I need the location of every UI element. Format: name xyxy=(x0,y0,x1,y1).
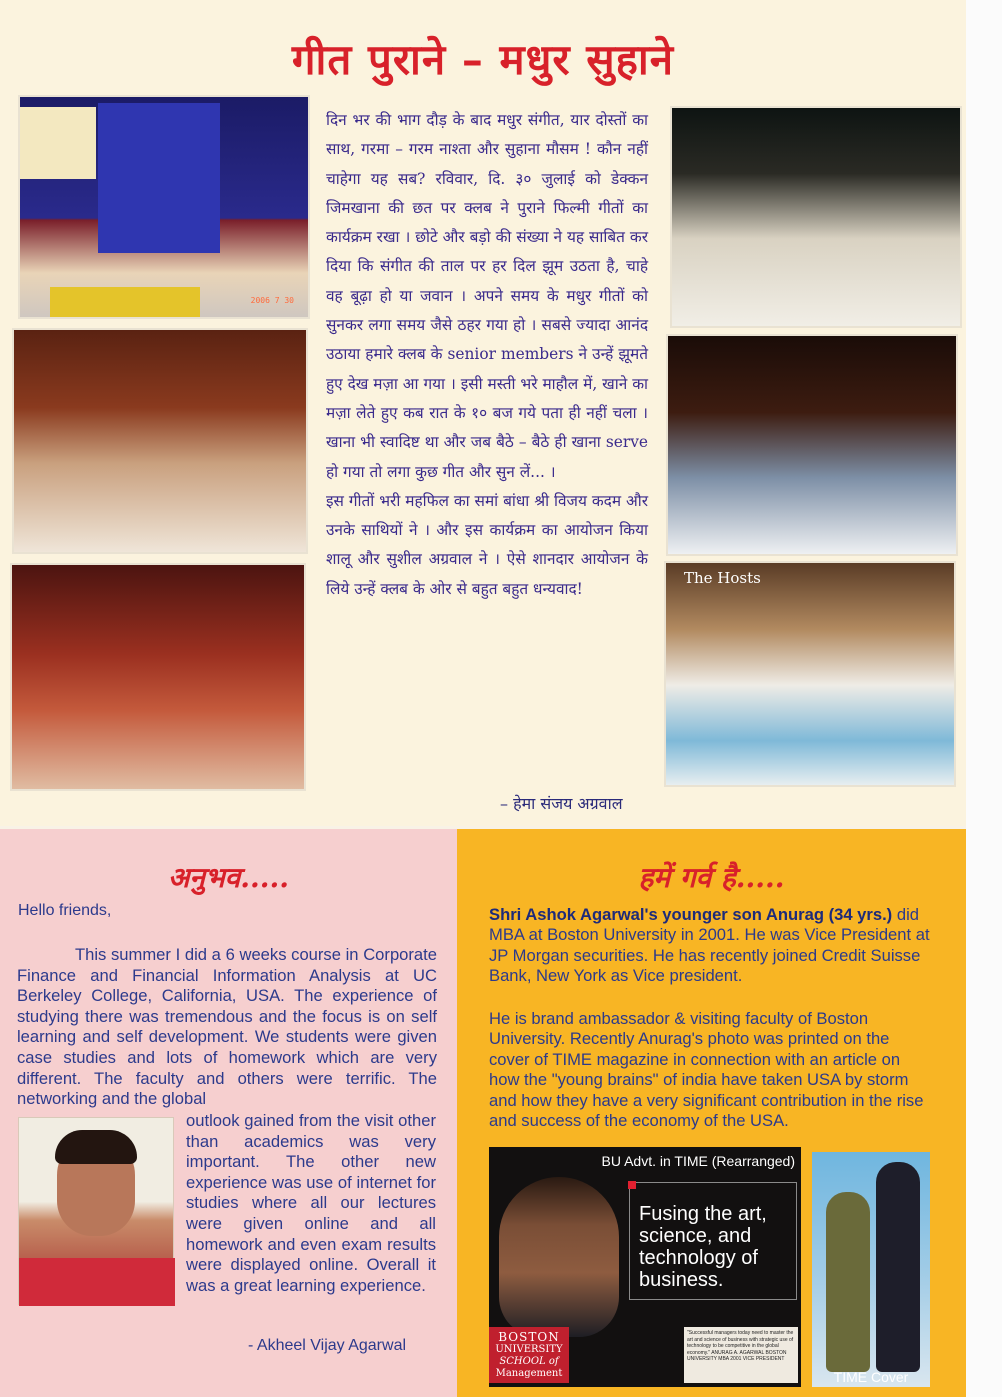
cover-label: TIME Cover xyxy=(833,1369,909,1385)
boston-university-logo: BOSTON UNIVERSITY SCHOOL of Management xyxy=(489,1327,569,1383)
dinner-photo-1 xyxy=(12,328,308,554)
article-paragraph: इस गीतों भरी महफिल का समां बांधा श्री विजय कदम और उनके साथियों ने । और इस कार्यक्रम का आयोजन किया शालू और सुशील अग्रवाल ने । ऐसे शानदार आयोजन के लिये उन्हें क्लब के ओर से बहुत बहुत धन्यवाद! xyxy=(326,491,648,598)
ad-portrait xyxy=(499,1177,619,1337)
garv-title: हमें गर्व है..... xyxy=(638,861,785,894)
ad-slogan: Fusing the art, science, and technology of business. xyxy=(639,1203,767,1291)
garv-lead-bold: Shri Ashok Agarwal's younger son Anurag (34 yrs.) xyxy=(489,905,893,924)
ad-label: BU Advt. in TIME (Rearranged) xyxy=(601,1153,795,1169)
dinner-photo-2 xyxy=(10,563,306,791)
greeting: Hello friends, xyxy=(18,902,112,919)
audience-photo-2 xyxy=(666,334,958,556)
article-signature: – हेमा संजय अग्रवाल xyxy=(500,794,623,813)
hosts-label: The Hosts xyxy=(684,569,761,587)
experience-paragraph-2: outlook gained from the visit other than academics was very important. The other new experience was use of internet for studies where all our lectures were given online and all homework and even exam results were displayed online. Overall it was a great learning experience. xyxy=(186,1111,436,1295)
photo-date-stamp: 2006 7 30 xyxy=(250,296,294,305)
anubhav-title: अनुभव..... xyxy=(168,861,289,894)
time-cover xyxy=(812,1152,930,1387)
article-paragraph: दिन भर की भाग दौड़ के बाद मधुर संगीत, यार दोस्तों का साथ, गरमा – गरम नाश्ता और सुहाना मौसम ! कौन नहीं चाहेगा यह सब? रविवार, दि. ३० जुलाई को डेक्कन जिमखाना की छत पर क्लब ने पुराने फिल्मी गीतों का कार्यक्रम रखा । छोटे और बड़ो की संख्या ने यह साबित कर दिया कि संगीत की ताल पर हर दिल झूम उठता है, चाहे वह बूढ़ा हो या जवान । अपने समय के मधुर गीतों को सुनकर लगा समय जैसे ठहर गया हो । सबसे ज्यादा आनंद उठाया हमारे क्लब के senior members ने उन्हें झूमते हुए देख मज़ा आ गया । इसी मस्ती भरे माहौल में, खाने का मज़ा लेते हुए कब रात के १० बज गये पता ही नहीं चला । खाना भी स्वादिष्ट था और जब बैठे – बैठे ही खाना serve हो गया तो लगा कुछ गीत और सुन लें... । xyxy=(326,111,648,481)
audience-photo-1 xyxy=(670,106,962,328)
page-edge xyxy=(966,0,1002,1397)
garv-paragraph-1 xyxy=(489,905,934,987)
stage-photo xyxy=(18,95,310,319)
experience-signature: - Akheel Vijay Agarwal xyxy=(248,1337,407,1354)
akheel-portrait xyxy=(18,1117,174,1305)
garv-lead-rest: did MBA at Boston University in 2001. He was Vice President at JP Morgan securities. He has recently joined Credit Suisse Bank, New York as Vice president. xyxy=(489,905,930,986)
garv-paragraph-2: He is brand ambassador & visiting faculty of Boston University. Recently Anurag's photo was printed on the cover of TIME magazine in connection with an article on how the "young brains" of india have taken USA by storm and how they have a very significant contribution in the rise and success of the economy of the USA. xyxy=(489,1009,924,1131)
event-article xyxy=(326,106,648,604)
ad-quote: "Successful managers today need to master the art and science of business with strategic use of technology to be competitive in the global economy." ANURAG A. AGARWAL BOSTON UNIVERSITY MBA 2001 VICE PRESIDENT xyxy=(684,1327,798,1383)
hosts-photo xyxy=(664,561,956,787)
event-title: गीत पुराने – मधुर सुहाने xyxy=(291,35,675,84)
experience-paragraph-1: This summer I did a 6 weeks course in Corporate Finance and Financial Information Analysis at UC Berkeley College, California, USA. The experience of studying there was tremendous and the focus is on self learning and self development. We students were given case studies and lots of homework which are very different. The faculty and others were terrific. The networking and the global xyxy=(17,945,437,1109)
